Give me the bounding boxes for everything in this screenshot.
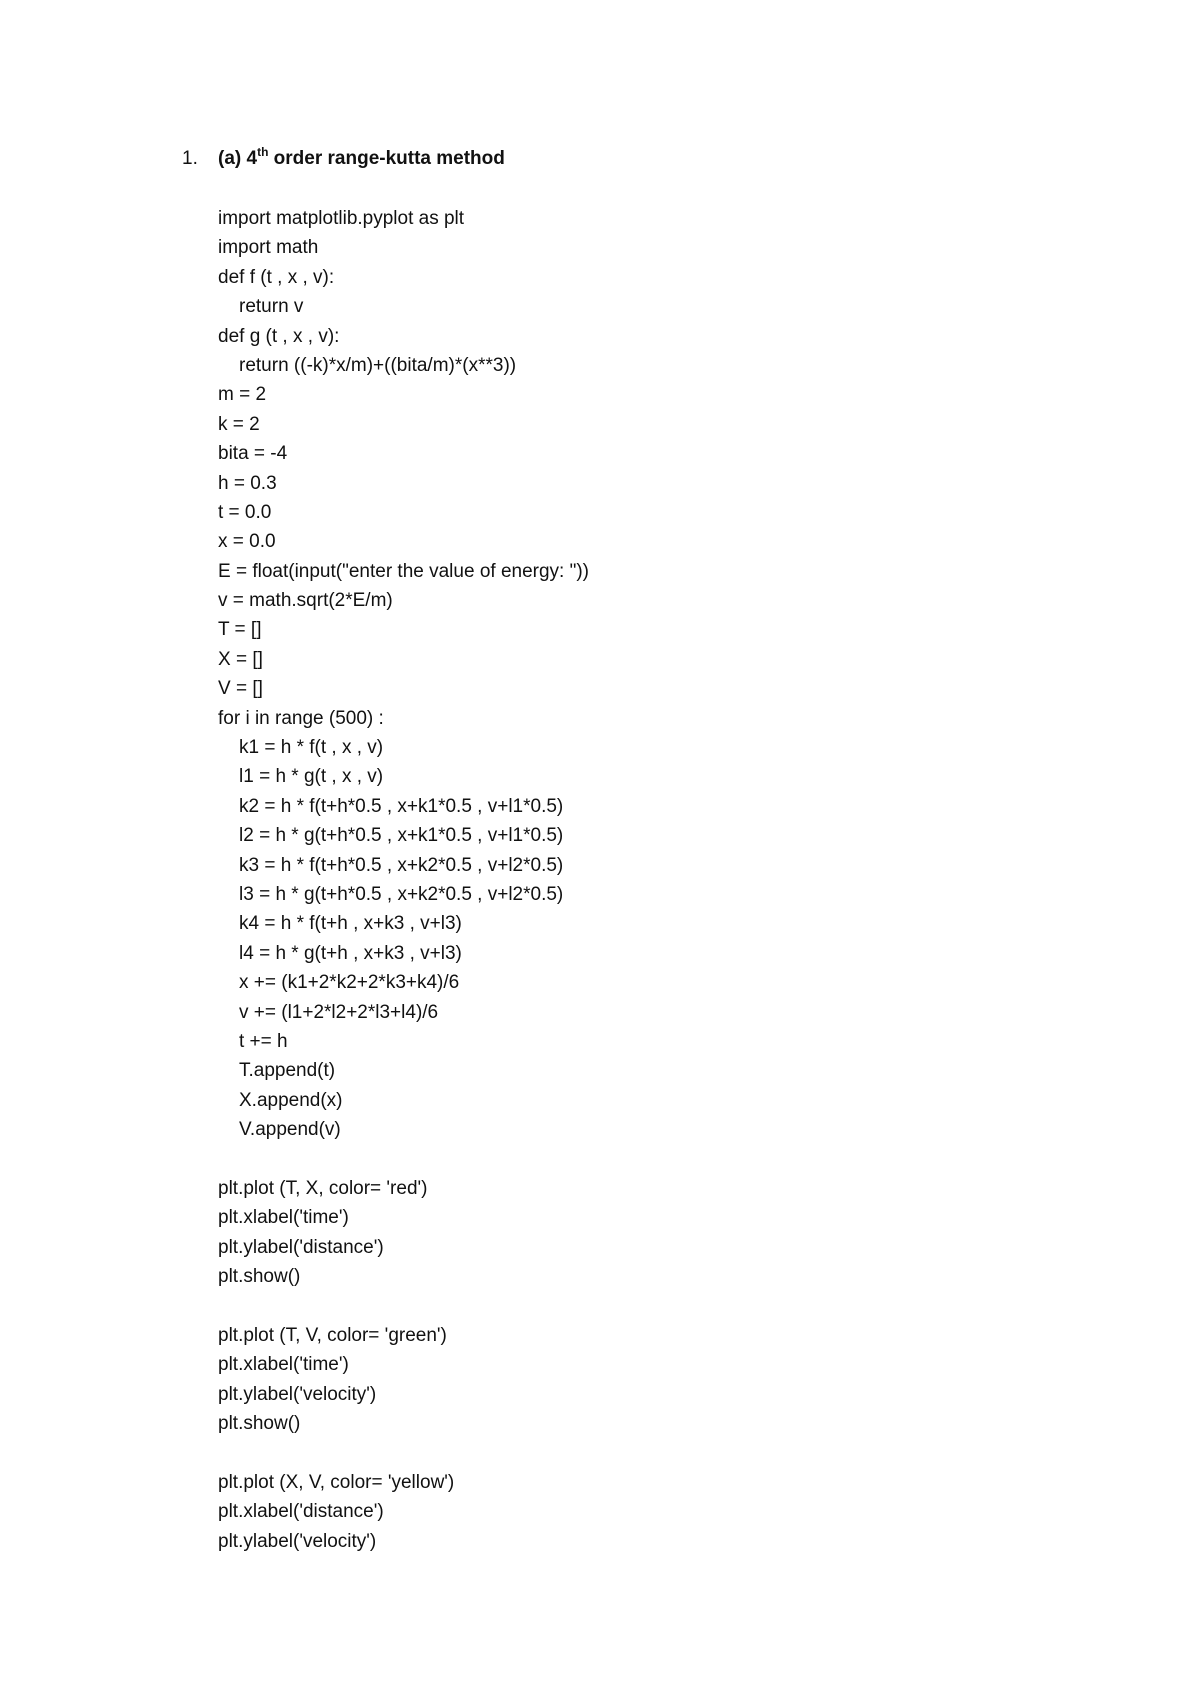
code-line: m = 2: [218, 384, 267, 406]
heading-prefix: (a) 4: [218, 148, 258, 169]
code-line: def g (t , x , v):: [218, 325, 340, 347]
section-heading: [182, 144, 505, 174]
code-line: v += (l1+2*l2+2*l3+l4)/6: [239, 1001, 439, 1023]
code-line: for i in range (500) :: [218, 707, 384, 729]
code-line: x += (k1+2*k2+2*k3+k4)/6: [239, 972, 460, 994]
code-line: plt.xlabel('time'): [218, 1354, 349, 1376]
code-line: plt.xlabel('distance'): [218, 1501, 384, 1523]
code-line: import matplotlib.pyplot as plt: [218, 208, 465, 229]
code-line: h = 0.3: [218, 472, 277, 494]
code-line: bita = -4: [218, 443, 288, 465]
code-line: l1 = h * g(t , x , v): [239, 766, 384, 788]
code-block: [218, 204, 589, 1556]
code-line: X = []: [218, 648, 263, 670]
code-line: [218, 1145, 589, 1174]
code-line: plt.ylabel('distance'): [218, 1236, 384, 1258]
code-line: l3 = h * g(t+h*0.5 , x+k2*0.5 , v+l2*0.5): [239, 883, 564, 905]
code-line: plt.ylabel('velocity'): [218, 1383, 377, 1405]
heading-suffix: order range-kutta method: [268, 148, 505, 169]
code-line: k4 = h * f(t+h , x+k3 , v+l3): [239, 913, 462, 935]
code-line: V.append(v): [239, 1119, 341, 1141]
code-line: def f (t , x , v):: [218, 266, 335, 288]
heading-superscript: th: [257, 145, 269, 159]
code-line: T.append(t): [239, 1060, 336, 1082]
code-line: V = []: [218, 678, 263, 700]
code-line: k1 = h * f(t , x , v): [239, 737, 384, 759]
code-line: plt.show(): [218, 1266, 301, 1288]
code-line: plt.plot (T, X, color= 'red'): [218, 1177, 428, 1199]
code-line: l2 = h * g(t+h*0.5 , x+k1*0.5 , v+l1*0.5): [239, 825, 564, 847]
code-line: plt.plot (T, V, color= 'green'): [218, 1324, 447, 1346]
code-line: v = math.sqrt(2*E/m): [218, 590, 393, 612]
code-line: import math: [218, 237, 319, 259]
code-line: l4 = h * g(t+h , x+k3 , v+l3): [239, 942, 462, 964]
code-line: k = 2: [218, 413, 260, 435]
code-line: plt.xlabel('time'): [218, 1207, 349, 1229]
code-line: [218, 1291, 589, 1320]
code-line: plt.show(): [218, 1413, 301, 1435]
code-line: k2 = h * f(t+h*0.5 , x+k1*0.5 , v+l1*0.5): [239, 795, 564, 817]
code-line: t = 0.0: [218, 501, 272, 523]
code-line: plt.ylabel('velocity'): [218, 1530, 377, 1552]
code-line: t += h: [239, 1030, 288, 1052]
code-line: plt.plot (X, V, color= 'yellow'): [218, 1471, 455, 1493]
code-line: return v: [239, 296, 304, 318]
code-line: k3 = h * f(t+h*0.5 , x+k2*0.5 , v+l2*0.5): [239, 854, 564, 876]
code-line: return ((-k)*x/m)+((bita/m)*(x**3)): [239, 354, 517, 376]
heading-number: 1.: [182, 148, 198, 169]
code-line: [218, 1438, 589, 1467]
code-line: x = 0.0: [218, 531, 276, 553]
code-line: E = float(input("enter the value of energy: ")): [218, 560, 589, 582]
code-line: X.append(x): [239, 1089, 343, 1111]
code-line: T = []: [218, 619, 262, 641]
